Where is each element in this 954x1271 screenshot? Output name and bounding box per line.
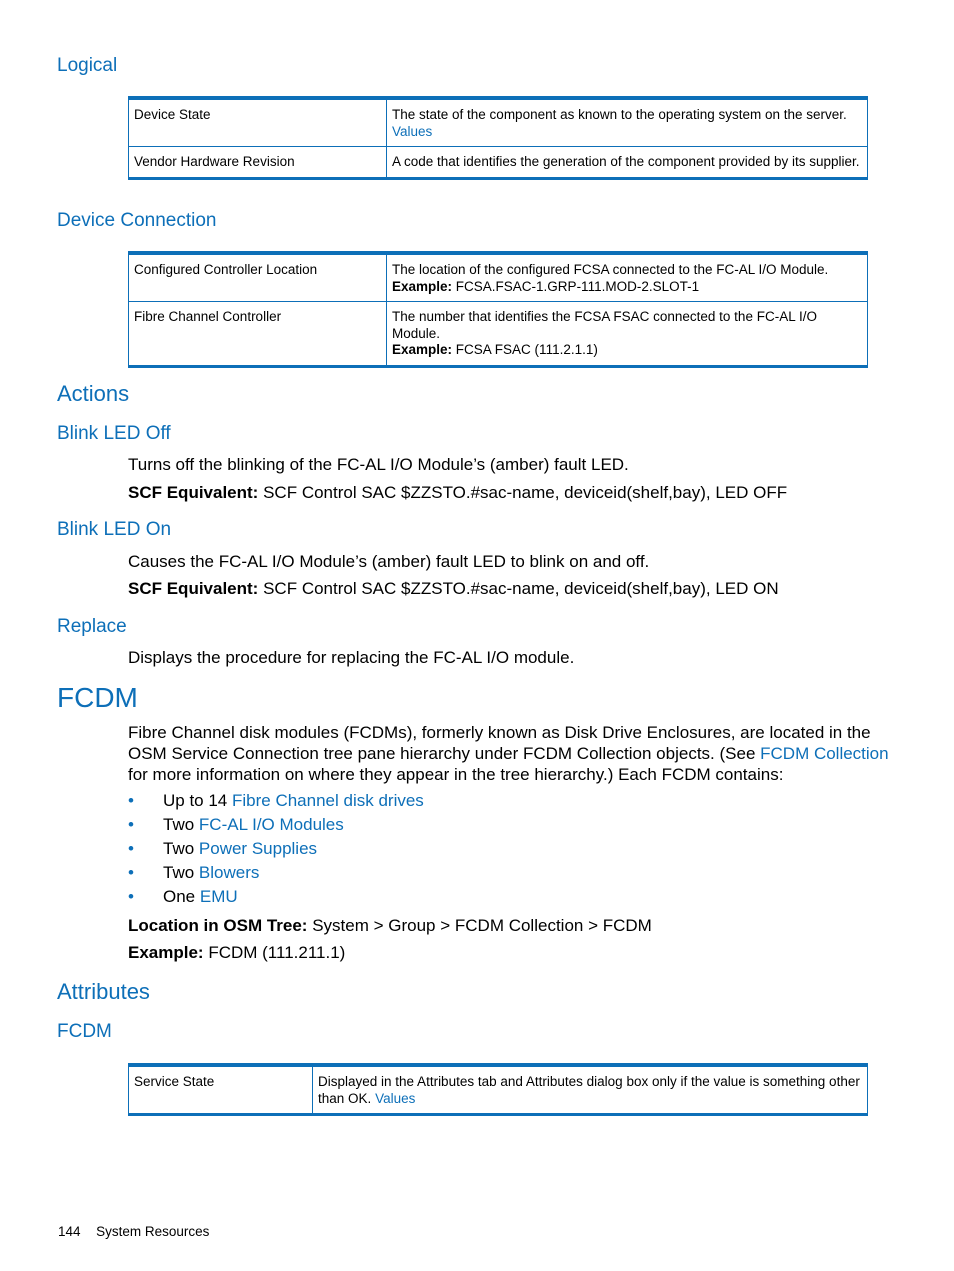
bullet-icon: • <box>128 887 134 906</box>
fcdm-attributes-heading: FCDM <box>57 1021 112 1042</box>
blink-led-off-scf <box>128 482 787 503</box>
device-connection-table <box>128 251 868 368</box>
fcdm-intro: Fibre Channel disk modules (FCDMs), formerly known as Disk Drive Enclosures, are located in the OSM Service Connection tree pane hierarchy under FCDM Collection objects. (See FCDM Collection for more information on where they appear in the tree hierarchy.) Each FCDM contains: <box>128 723 889 784</box>
table-row <box>129 147 868 179</box>
fcdm-location <box>128 915 652 936</box>
emu-link[interactable]: EMU <box>199 887 238 906</box>
example-value: FCSA.FSAC-1.GRP-111.MOD-2.SLOT-1 <box>455 278 700 294</box>
values-link[interactable]: Values <box>375 1090 416 1106</box>
logical-table <box>128 96 868 180</box>
attr-name: Configured Controller Location <box>129 253 387 302</box>
location-label: Location in OSM Tree: <box>128 916 308 935</box>
table-row <box>129 98 868 147</box>
fcdm-attributes-table <box>128 1063 868 1116</box>
location-path: System > Group > FCDM Collection > FCDM <box>312 916 652 935</box>
page-number: 144 <box>58 1224 81 1239</box>
fc-al-io-modules-link[interactable]: FC-AL I/O Modules <box>198 815 344 834</box>
blink-led-off-desc: Turns off the blinking of the FC-AL I/O Module’s (amber) fault LED. <box>128 455 629 474</box>
fcdm-contents-list <box>128 789 424 909</box>
scf-label: SCF Equivalent: <box>128 579 259 598</box>
example-value: FCSA FSAC (111.2.1.1) <box>455 342 598 357</box>
list-item: • One EMU <box>128 885 424 909</box>
bullet-icon: • <box>128 863 134 882</box>
values-link[interactable]: Values <box>392 123 433 139</box>
attr-desc: The number that identifies the FCSA FSAC connected to the FC-AL I/O Module. Example: FCSA FSAC (111.2.1.1) <box>387 302 868 367</box>
actions-heading: Actions <box>57 381 130 406</box>
attr-desc: A code that identifies the generation of the component provided by its supplier. <box>387 147 868 179</box>
table-row <box>129 1065 868 1115</box>
bullet-icon: • <box>128 839 134 858</box>
scf-command: SCF Control SAC $ZZSTO.#sac-name, deviceid(shelf,bay), LED OFF <box>263 483 788 502</box>
page-footer <box>58 1224 209 1240</box>
list-item: • Two FC-AL I/O Modules <box>128 813 424 837</box>
attributes-heading: Attributes <box>57 979 150 1004</box>
table-row <box>129 253 868 302</box>
blowers-link[interactable]: Blowers <box>198 863 260 882</box>
blink-led-off-heading: Blink LED Off <box>57 423 171 444</box>
power-supplies-link[interactable]: Power Supplies <box>198 839 318 858</box>
list-item: • Two Blowers <box>128 861 424 885</box>
fibre-channel-disk-drives-link[interactable]: Fibre Channel disk drives <box>232 791 424 810</box>
list-item: • Two Power Supplies <box>128 837 424 861</box>
example-value: FCDM (111.211.1) <box>208 943 346 962</box>
attr-desc: The location of the configured FCSA connected to the FC-AL I/O Module. Example: FCSA.FSAC-1.GRP-111.MOD-2.SLOT-1 <box>387 253 868 302</box>
bullet-icon: • <box>128 791 134 810</box>
bullet-icon: • <box>128 815 134 834</box>
attr-name: Vendor Hardware Revision <box>129 147 387 179</box>
replace-desc: Displays the procedure for replacing the FC-AL I/O module. <box>128 648 575 667</box>
example-label: Example: <box>128 943 204 962</box>
blink-led-on-scf <box>128 578 779 599</box>
scf-label: SCF Equivalent: <box>128 483 259 502</box>
attr-desc: Displayed in the Attributes tab and Attributes dialog box only if the value is something other than OK. Values <box>313 1065 868 1115</box>
attr-name: Fibre Channel Controller <box>129 302 387 367</box>
attr-name: Device State <box>129 98 387 147</box>
fcdm-collection-link[interactable]: FCDM Collection <box>760 744 889 763</box>
fcdm-example <box>128 942 345 963</box>
scf-command: SCF Control SAC $ZZSTO.#sac-name, deviceid(shelf,bay), LED ON <box>263 579 779 598</box>
attr-desc: The state of the component as known to the operating system on the server. Values <box>387 98 868 147</box>
example-label: Example: <box>392 342 453 357</box>
blink-led-on-heading: Blink LED On <box>57 519 172 540</box>
fcdm-title: FCDM <box>57 682 138 713</box>
blink-led-on-desc: Causes the FC-AL I/O Module’s (amber) fault LED to blink on and off. <box>128 552 650 571</box>
example-label: Example: <box>392 278 453 294</box>
list-item: • Up to 14 Fibre Channel disk drives <box>128 789 424 813</box>
replace-heading: Replace <box>57 616 127 637</box>
table-row <box>129 302 868 367</box>
attr-name: Service State <box>129 1065 313 1115</box>
logical-heading: Logical <box>57 55 118 76</box>
footer-section: System Resources <box>96 1224 210 1239</box>
device-connection-heading: Device Connection <box>57 210 217 231</box>
